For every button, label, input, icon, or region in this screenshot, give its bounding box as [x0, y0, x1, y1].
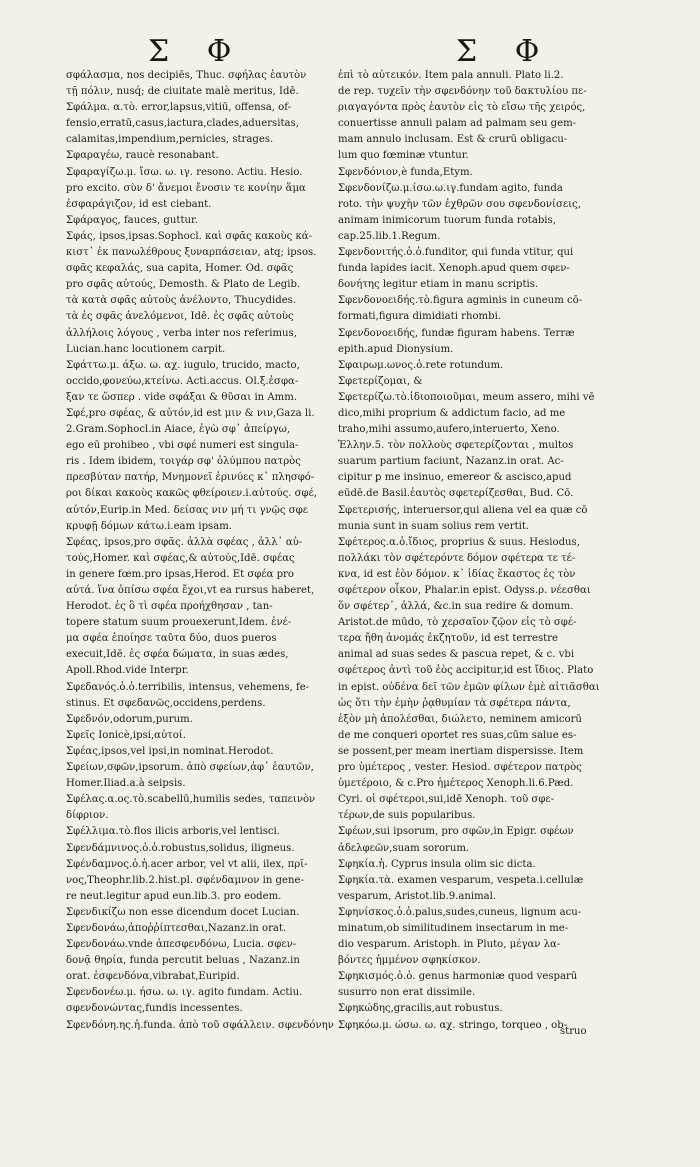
entry-line: Σφεῖς Ionicè,ipsi,αὐτοί.	[66, 729, 186, 741]
entry-line: pro σφᾶς αὐτούς, Demosth. & Plato de Legib.	[66, 279, 301, 291]
entry-line: Σφηνίσκος.ὁ.ὁ.palus,sudes,cuneus, lignum acu-	[338, 906, 582, 918]
entry-line: νος,Theophr.lib.2.hist.pl. σφένδαμνον in gene-	[66, 874, 304, 886]
entry-line: ἐσφαράγιζον, id est ciebant.	[66, 198, 212, 210]
entry-line: Σφέλλιμα.τὸ.flos ilicis arboris,vel lentisci.	[66, 826, 280, 838]
entry-line: Σφαραγίζω.μ. ἴσω. ω. ιγ. resono. Actiu. Hesio.	[66, 166, 303, 178]
entry-line: formati,figura dimidiati rhombi.	[338, 311, 502, 323]
entry-line: βόντες ἡμμένον σφηκίσκον.	[338, 955, 481, 967]
entry-line: Σφετερίζομαι, &	[338, 375, 423, 387]
entry-line: roto. τὴν ψυχὴν τῶν ἐχθρῶν σου σφενδονίσεις,	[338, 198, 581, 210]
entry-line: σφενδονώντας,fundis incessentes.	[66, 1003, 243, 1015]
entry-line: traho,mihi assumo,aufero,interuerto, Xeno.	[338, 424, 560, 436]
entry-line: δονήτης legitur etiam in manu scriptis.	[338, 279, 539, 291]
entry-line: ροι δίκαι κακοὺς κακῶς φθείροιεν.i.αὐτούς. σφέ,	[66, 488, 318, 500]
entry-line: Σφετερίζω.τὸ.ἰδιοποιοῦμαι, meum assero, mihi vē	[338, 391, 595, 403]
entry-line: Σφενδάμνινος.ὁ.ὁ.robustus,solidus, iligneus.	[66, 842, 295, 854]
entry-line: αὐτόν,Eurip.in Med. δείσας νιν μή τι γνῷς σφε	[66, 504, 308, 516]
entry-line: τὰ ἐς σφᾶς ἀνελόμενοι, Idē. ἐς σφᾶς αὐτοὺς	[66, 311, 294, 323]
entry-line: se possent,per meam inertiam dispersisse. Item	[338, 745, 584, 757]
entry-line: σφᾶς κεφαλάς, sua capita, Homer. Od. σφᾶς	[66, 263, 294, 275]
entry-line: animal ad suas sedes & pascua repet, & c. vbi	[338, 649, 575, 661]
entry-line: de me conqueri oportet res suas,cūm salue es-	[338, 729, 577, 741]
entry-line: Σφέας, ipsos,pro σφᾶς. ἀλλὰ σφέας , ἀλλ᾽ αὐ-	[66, 536, 303, 548]
entry-line: stinus. Et σφεδανῶς,occidens,perdens.	[66, 697, 266, 709]
entry-line: in epist. οὐδένα δεῖ τῶν ἐμῶν φίλων ἐμὲ αἰτιᾶσθαι	[338, 681, 600, 693]
entry-line: Σφένδαμνος.ὁ.ἡ.acer arbor, vel vt alii, ilex, πρῖ-	[66, 858, 308, 870]
entry-line: Σφαραγέω, raucè resonabant.	[66, 150, 219, 162]
entry-line: Lucian.hanc locutionem carpit.	[66, 343, 226, 355]
entry-line: Σφηκώδης,gracilis,aut robustus.	[338, 1003, 503, 1015]
entry-line: funda lapides iacit. Xenoph.apud quem σφεν-	[338, 263, 570, 275]
entry-line: eūdē.de Basil.ἐαυτὸς σφετερίζεσθαι, Bud. Cō.	[338, 488, 574, 500]
entry-line: Σφέτερος.α.ὁ.ἴδιος, proprius & suus. Hesiodus,	[338, 536, 580, 548]
entry-line: munia sunt in suam solius rem vertit.	[338, 520, 530, 532]
entry-line: Σφεδανός.ὁ.ὁ.terribilis, intensus, vehemens, fe-	[66, 681, 310, 693]
running-head-left: Σ Φ	[148, 34, 246, 69]
entry-line: Homer.Iliad.a.à seipsis.	[66, 778, 186, 790]
entry-line: Σφηκία.ἡ. Cyprus insula olim sic dicta.	[338, 858, 536, 870]
entry-line: 2.Gram.Sophocl.in Aiace, ἐγὼ σφ᾽ ἀπείργω,	[66, 424, 291, 436]
entry-line: Σφεδνόν,odorum,purum.	[66, 713, 193, 725]
entry-line: re neut.legitur apud eun.lib.3. pro eodem.	[66, 890, 282, 902]
entry-line: ὑμετέροιο, & c.Pro ἡμέτερος Xenoph.li.6.Pæd.	[338, 778, 574, 790]
entry-line: ξαν τε ὥσπερ . vide σφάξαι & θῦσαι in Amm.	[66, 391, 298, 403]
entry-line: pro excito. σὺν δ' ἄνεμοι ἔνοσιν τε κονίην ἅμα	[66, 182, 306, 194]
entry-line: Σφενδονοειδής, fundæ figuram habens. Terræ	[338, 327, 575, 339]
entry-line: σφέτερος ἀντὶ τοῦ ἑὸς accipitur,id est ἴδιος. Plato	[338, 665, 594, 677]
entry-line: orat. ἐσφενδόνα,vibrabat,Euripid.	[66, 971, 240, 983]
entry-line: cipitur ꝑ me insinuo, emereor & ascisco,apud	[338, 472, 572, 484]
entry-line: κρυφῇ δόμων κάτω.i.eam ipsam.	[66, 520, 233, 532]
entry-line: Σφέλας.α.ος.τὸ.scabellū,humilis sedes, ταπεινὸν	[66, 794, 316, 806]
entry-line: κιστ᾽ ἐκ πανωλέθρους ξυναρπάσειαν, atq; ipsos.	[66, 247, 317, 259]
entry-line: Σφείων,σφῶν,ipsorum. ἀπὸ σφείων,ἀφ᾽ ἑαυτῶν,	[66, 762, 314, 774]
entry-line: ριαγαγόντα πρὸς ἑαυτὸν εἰς τὸ εἴσω τῆς χειρός,	[338, 102, 586, 114]
entry-line: Σφάττω.μ. άξω. ω. αχ. iugulo, trucido, macto,	[66, 359, 300, 371]
entry-line: Σφενδονέω.μ. ήσω. ω. ιγ. agito fundam. Actiu.	[66, 987, 303, 999]
entry-line: fensio,erratū,casus,iactura,clades,aduersitas,	[66, 118, 299, 130]
entry-line: Σφενδονίζω.μ.ίσω.ω.ιγ.fundam agito, funda	[338, 182, 563, 194]
entry-line: Σφενδικίζω non esse dicendum docet Lucian.	[66, 906, 300, 918]
entry-line: ὡς ὅτι τὴν ἐμὴν ῥᾳθυμίαν τὰ σφέτερα πάντα,	[338, 697, 571, 709]
entry-line: dio vesparum. Aristoph. in Pluto, μέγαν λα-	[338, 939, 561, 951]
entry-line: Σφηκία.τὰ. examen vesparum, vespeta.i.cellulæ	[338, 874, 584, 886]
entry-line: execuit,Idē. ἐς σφέα δώματα, in suas ædes,	[66, 649, 289, 661]
entry-line: susurro non erat dissimile.	[338, 987, 476, 999]
entry-line: Σφενδονάω,ἀποῤῥίπτεσθαι,Nazanz.in orat.	[66, 922, 287, 934]
entry-line: minatum,ob similitudinem insectarum in me-	[338, 922, 569, 934]
left-column	[66, 68, 336, 1034]
entry-line: ἐξὸν μὴ ἀπολέσθαι, διώλετο, neminem amicorū	[338, 713, 582, 725]
entry-line: Σφενδόνη.ης.ἡ.funda. ἀπὸ τοῦ σφάλλειν. σφενδόνην	[66, 1019, 334, 1031]
entry-line: Σφενδόνιον,è funda,Etym.	[338, 166, 473, 178]
entry-line: Σφενδονάω.vnde ἀπεσφενδόνω, Lucia. σφεν-	[66, 939, 297, 951]
entry-line: πρεσβύταν πατήρ, Μνημονεῖ ἐρινύες κ᾽ πλησφό-	[66, 472, 315, 484]
entry-line: ἀλλήλοις λόγους , verba inter nos referimus,	[66, 327, 297, 339]
entry-line: animam inimicorum tuorum funda rotabis,	[338, 214, 556, 226]
entry-line: conuertisse annuli palam ad palmam seu gem-	[338, 118, 577, 130]
entry-line: Apoll.Rhod.vide Interpr.	[66, 665, 189, 677]
right-column	[338, 68, 634, 1034]
running-head-right: Σ Φ	[456, 34, 554, 69]
entry-line: ὅν σφέτερ᾽, ἀλλά, &c.in sua redire & domum.	[338, 601, 574, 613]
entry-line: Σφάραγος, fauces, guttur.	[66, 214, 198, 226]
entry-line: τῇ πόλιν, nusq́; de ciuitate malè meritus, Idē.	[66, 86, 299, 98]
entry-line: τὰ κατὰ σφᾶς αὐτοὺς ἀνέλοντο, Thucydides.	[66, 295, 297, 307]
entry-line: τερα ἤθη ἀνομάς ἐκζητοῦν, id est terrestre	[338, 633, 559, 645]
entry-line: in genere fœm.pro ipsas,Herod. Et σφέα pro	[66, 568, 294, 580]
entry-line: Σφαιρωμ.ωνος.ὁ.rete rotundum.	[338, 359, 504, 371]
entry-line: πολλάκι τὸν σφέτερόντε δόμον σφέτερα τε τέ-	[338, 552, 576, 564]
entry-line: ἐπὶ τὸ αὐτεικόν. Item pala annuli. Plato li.2.	[338, 70, 564, 81]
entry-line: Σφενδονιτής.ὁ.ὁ.funditor, qui funda vtitur, qui	[338, 247, 574, 259]
entry-line: δίφριον.	[66, 810, 109, 822]
entry-line: topere statum suum prouexerunt,Idem. ἐνέ-	[66, 617, 292, 629]
entry-line: Ἑλλην.5. τὸν πολλοὺς σφετερίζονται , multos	[338, 440, 574, 452]
entry-line: τέρων,de suis popularibus.	[338, 810, 476, 822]
entry-line: Cyri. οἱ σφέτεροι,sui,idē Xenoph. τοῦ σφε-	[338, 794, 555, 806]
entry-line: σφέτερον οἶκον, Phalar.in epist. Odyss.ρ. νέεσθαι	[338, 585, 591, 596]
entry-line: κνα, id est ἑὸν δόμον. κ᾽ ἰδίας ἕκαστος ἐς τὸν	[338, 568, 576, 580]
entry-line: suarum partium faciunt, Nazanz.in orat. Ac-	[338, 456, 564, 468]
entry-line: μα σφέα ἐποίησε ταῦτα δύο, duos pueros	[66, 633, 277, 645]
entry-line: de rep. τυχεῖν τὴν σφενδόνην τοῦ δακτυλίου πε-	[338, 86, 587, 98]
entry-line: σφάλασμα, nos decipiēs, Thuc. σφήλας ἑαυτὸν	[66, 70, 307, 81]
entry-line: δονᾷ θηρία, funda percutit beluas , Nazanz.in	[66, 955, 300, 967]
entry-line: cap.25.lib.1.Regum.	[338, 230, 441, 242]
entry-line: ἀδελφεῶν,suam sororum.	[338, 842, 470, 854]
entry-line: ego eū prohibeo , vbi σφέ numeri est singula-	[66, 440, 299, 452]
entry-line: calamitas,impendium,pernicies, strages.	[66, 134, 274, 146]
entry-line: Σφενδονοειδής.τὸ.figura agminis in cuneum cō-	[338, 295, 583, 307]
entry-line: τούς,Homer. καὶ σφέας,& αὐτούς,Idē. σφέας	[66, 552, 295, 564]
entry-line: Σφέ,pro σφέας, & αὐτόν,id est μιν & νιν,Gaza li.	[66, 407, 315, 419]
entry-line: vesparum, Aristot.lib.9.animal.	[338, 890, 497, 902]
entry-line: Σφέας,ipsos,vel ipsi,in nominat.Herodot.	[66, 745, 274, 757]
entry-line: Σφάς, ipsos,ipsas.Sophocl. καὶ σφᾶς κακοὺς κά-	[66, 230, 313, 242]
entry-line: epith.apud Dionysium.	[338, 343, 454, 355]
entry-line: Σφηκισμός.ὁ.ὁ. genus harmoniæ quod vesparū	[338, 971, 578, 983]
entry-line: pro ὑμέτερος , vester. Hesiod. σφέτερον πατρὸς	[338, 762, 582, 774]
entry-line: mam annulo inclusam. Est & crurū obligacu-	[338, 134, 568, 146]
entry-line: Σφάλμα. α.τὸ. error,lapsus,vitiū, offensa, of-	[66, 102, 292, 114]
entry-line: Σφέων,sui ipsorum, pro σφῶν,in Epigr. σφέων	[338, 826, 574, 838]
entry-line: lum quo fœminæ vtuntur.	[338, 150, 469, 162]
entry-line: occido,φονεύω,κτείνω. Acti.accus. Ol.ξ.ἐσφα-	[66, 375, 299, 387]
entry-line: dico,mihi proprium & addictum facio, ad me	[338, 407, 566, 419]
entry-line: ris . Idem ibidem, τοιγάρ σφ' ὀλύμπου πατρὸς	[66, 456, 301, 468]
entry-line: Σφετερισής, interuersor,qui aliena vel ea quæ cō	[338, 504, 588, 516]
catchword: struo	[560, 1026, 587, 1037]
entry-line: Aristot.de mūdo, τὸ χερσαῖον ζῷον εἰς τὸ σφέ-	[338, 617, 577, 629]
entry-line: αὐτά. ἵνα ὀπίσω σφέα ἔχοι,vt ea rursus haberet,	[66, 585, 315, 596]
entry-line: Σφηκόω.μ. ώσω. ω. αχ. stringo, torqueo , ob-	[338, 1019, 568, 1031]
entry-line: Herodot. ἐς ὃ τὶ σφέα προήχθησαν , tan-	[66, 601, 273, 613]
